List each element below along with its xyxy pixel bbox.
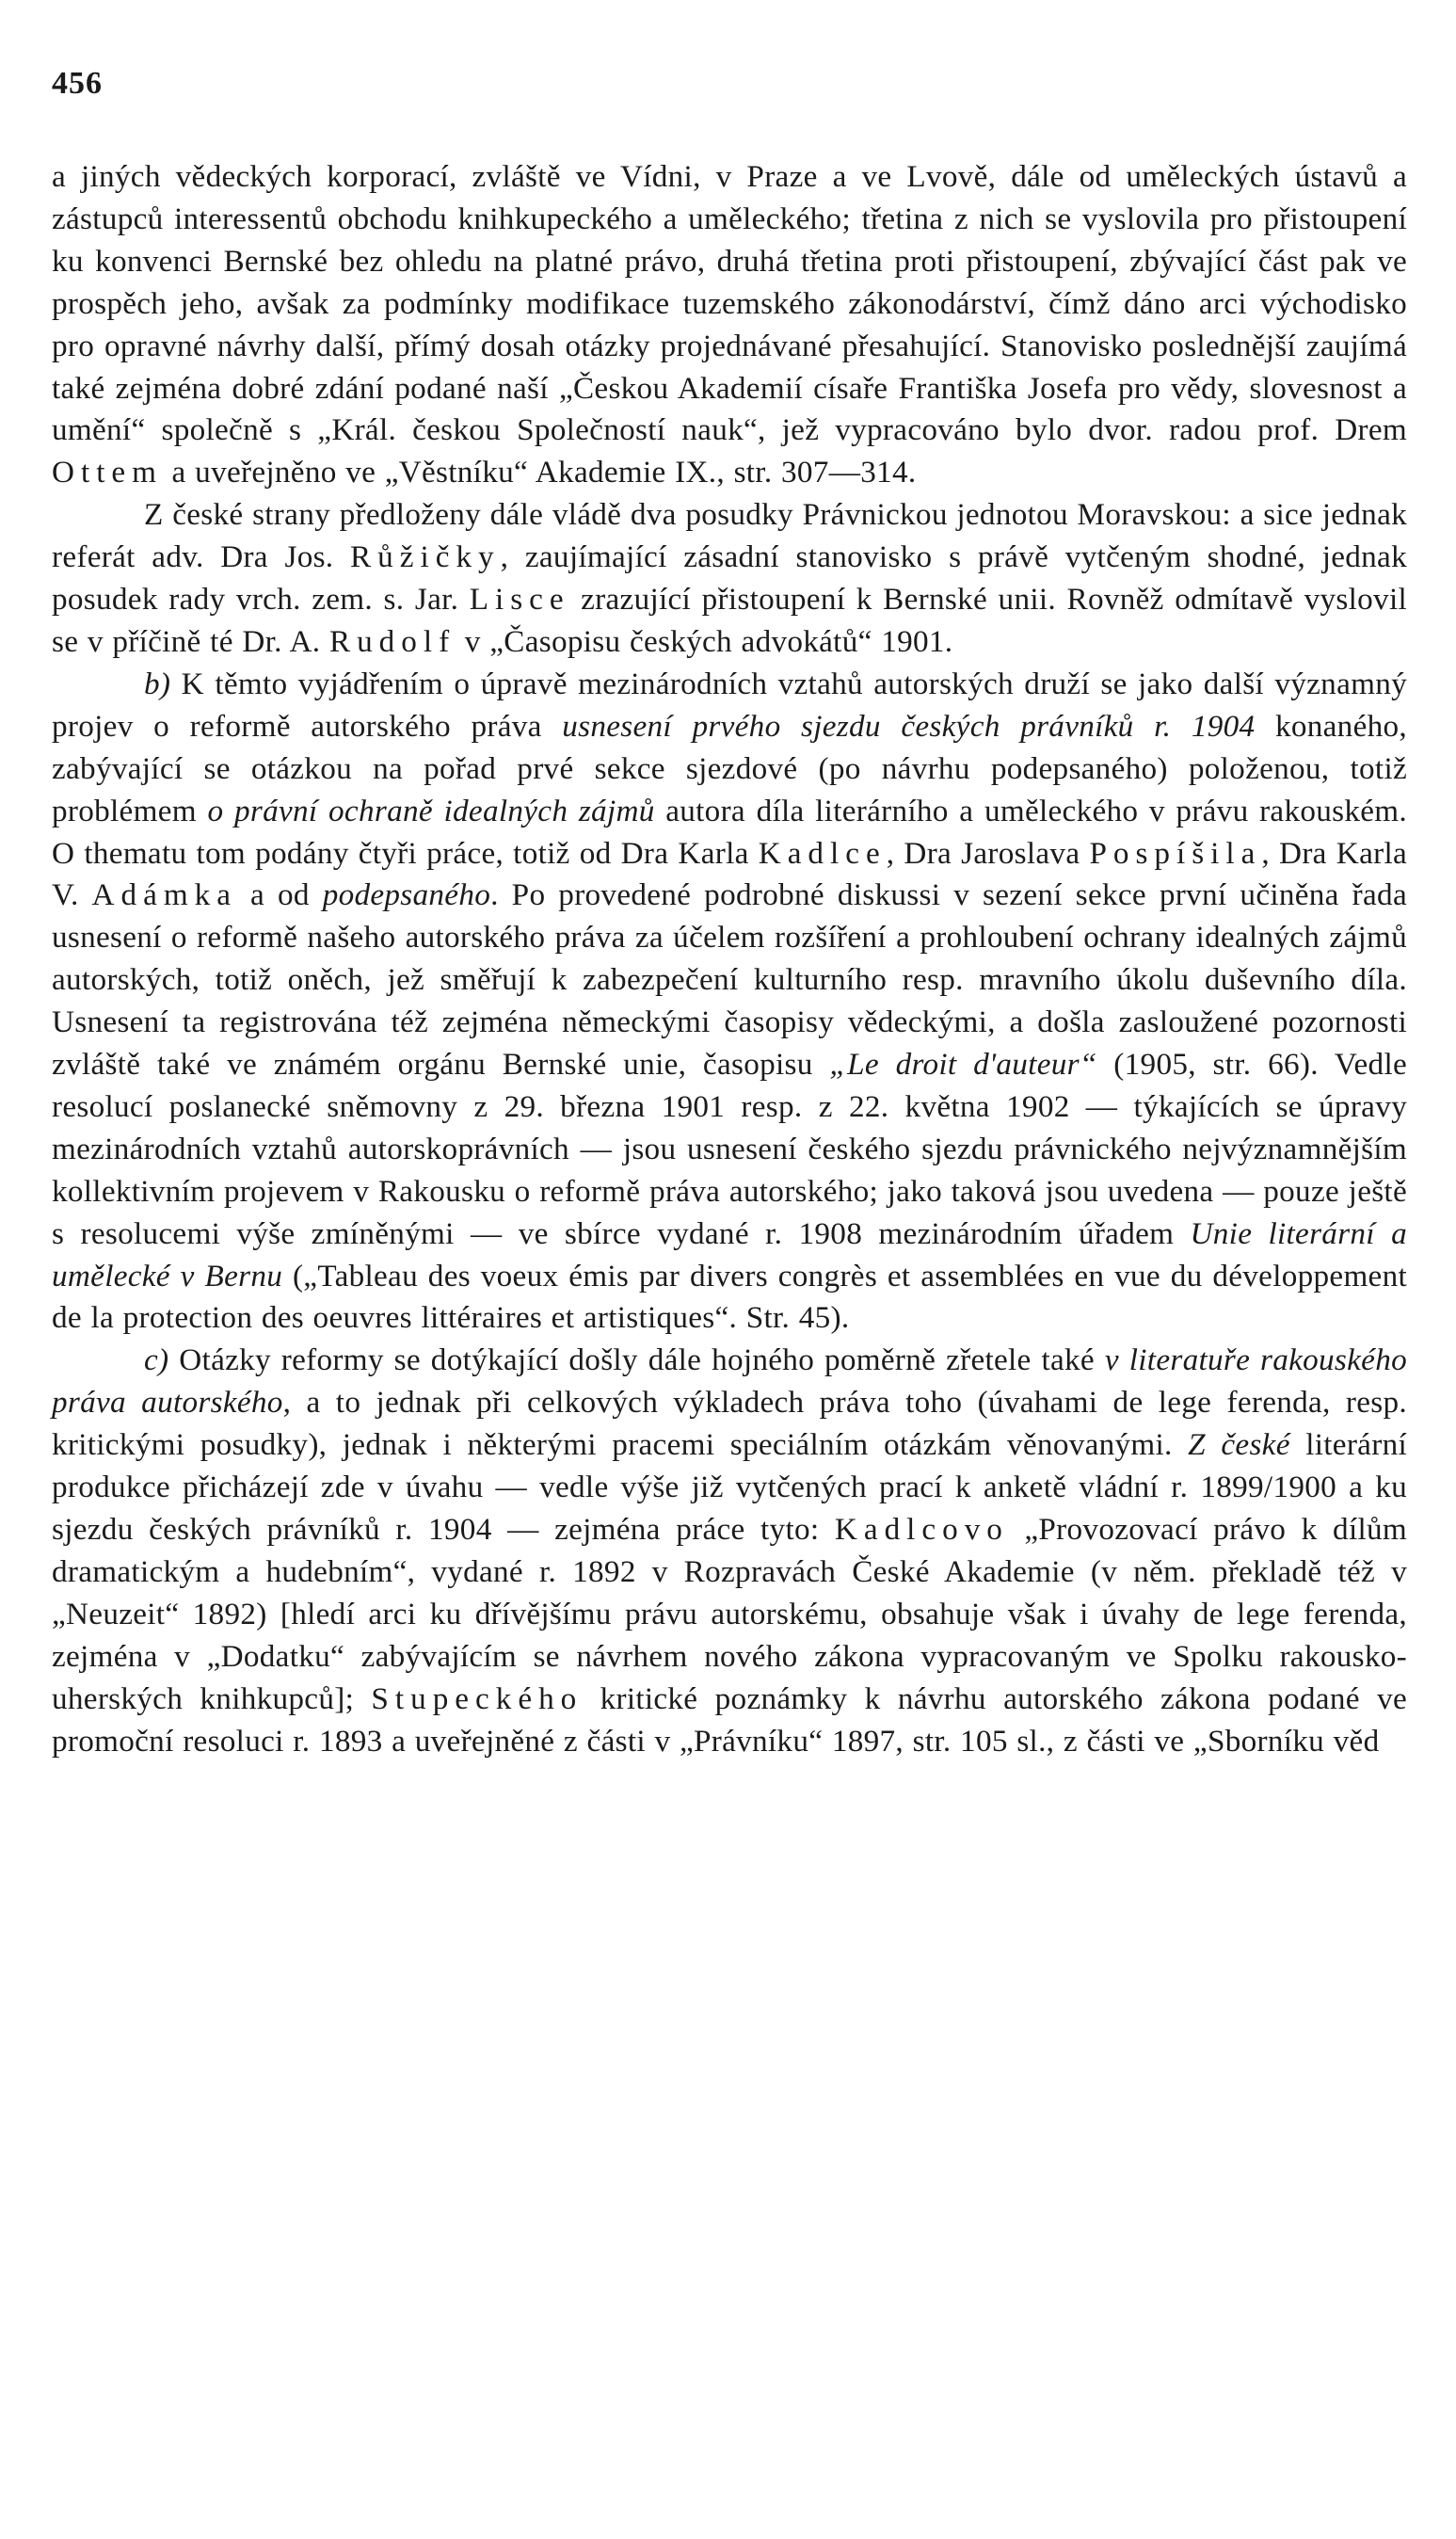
text-run: Otázky reformy se dotýkající došly dále hojného poměrně zřetele také bbox=[168, 1342, 1105, 1378]
text-run: , zaujímající zásadní stanovisko s právě vytčeným shodné, jednak posudek rady vrch. zem. s. Jar. bbox=[52, 539, 1407, 618]
author-name: Adámka bbox=[91, 877, 237, 913]
paragraph bbox=[52, 1340, 1407, 1762]
document-page bbox=[52, 66, 1407, 1762]
text-run: („Tableau des voeux émis par divers congrès et assemblées en vue du développement de la protection des oeuvres littéraires et artistiques“. Str. 45). bbox=[52, 1258, 1407, 1336]
author-name: Rudolf bbox=[328, 623, 456, 659]
paragraph bbox=[52, 494, 1407, 664]
text-run: a jiných vědeckých korporací, zvláště ve Vídni, v Praze a ve Lvově, dále od uměleckých ústavů a zástupců interessentů obchodu knihkupeckého a uměleckého; třetina z nich se vyslovila pro přistoupení ku konvenci Bernské bez ohledu na platné právo, druhá třetina proti přistoupení, zbývající část pak ve prospěch jeho, avšak za podmínky modifikace tuzemského zákonodárství, čímž dáno arci východisko pro opravné návrhy další, přímý dosah otázky projednávané přesahující. Stanovisko poslednější zaujímá také zejména dobré zdání podané naší „Českou Akademií císaře Františka Josefa pro vědy, slovesnost a umění“ společně s „Král. českou Společností nauk“, jež vypracováno bylo dvor. radou prof. Drem bbox=[52, 159, 1407, 448]
page-number: 456 bbox=[52, 66, 103, 101]
author-name: Pospíšila bbox=[1089, 835, 1262, 871]
text-run: Z české strany předloženy dále vládě dva posudky Právnickou jednotou Moravskou: a sice jednak referát adv. Dra Jos. bbox=[52, 497, 1407, 575]
author-name: Kadlcovo bbox=[834, 1512, 1009, 1547]
text-run: kritické poznámky k návrhu autorského zákona podané ve promoční resoluci r. 1893 a uveřejněné z části v „Právníku“ 1897, str. 105 sl., z části ve „Sborníku věd bbox=[52, 1680, 1407, 1759]
text-run: , a to jednak při celkových výkladech práva toho (úvahami de lege ferenda, resp. kritickými posudky), jednak i některými pracemi speciálním otázkám věnovanými. bbox=[52, 1385, 1407, 1463]
paragraph bbox=[52, 664, 1407, 1341]
text-run: „Provozovací právo k dílům dramatickým a hudebním“, vydané r. 1892 v Rozpravách České Akademie (v něm. překladě též v „Neuzeit“ 1892) [hledí arci ku dřívějšímu právu autorskému, obsahuje však i úvahy de lege ferenda, zejména v „Dodatku“ zabývajícím se návrhem nového zákona vypracovaným ve Spolku rakousko-uherských knihkupců]; bbox=[52, 1512, 1407, 1716]
paragraph bbox=[52, 156, 1407, 494]
author-name: Lisce bbox=[469, 582, 570, 618]
emphasis-text: podepsaného bbox=[322, 877, 491, 913]
text-run: a uveřejněno ve „Věstníku“ Akademie IX., str. 307—314. bbox=[162, 455, 917, 490]
emphasis-text: usnesení prvého sjezdu českých právníků r. 1904 bbox=[562, 708, 1256, 744]
author-name: Stupeckého bbox=[371, 1680, 584, 1716]
text-run: zrazující přistoupení k Bernské unii. Rovněž odmítavě vyslovil se v příčině té Dr. A. bbox=[52, 582, 1407, 659]
text-run: , Dra Jaroslava bbox=[886, 835, 1090, 871]
emphasis-text: Unie literární a umělecké v Bernu bbox=[52, 1215, 1407, 1294]
text-run: K těmto vyjádřením o úpravě mezinárodních vztahů autorských druží se jako další významný projev o reformě autorského práva bbox=[52, 666, 1407, 744]
text-run: a od bbox=[236, 877, 323, 913]
author-name: Růžičky bbox=[350, 539, 501, 575]
text-run: . Po provedené podrobné diskussi v sezení sekce první učiněna řada usnesení o reformě našeho autorského práva za účelem rozšíření a prohloubení ochrany idealných zájmů autorských, totiž oněch, jež směřují k zabezpečení kulturního resp. mravního úkolu duševního díla. Usnesení ta registrována též zejména německými časopisy vědeckými, a došla zasloužené pozornosti zvláště také ve známém orgánu Bernské unie, časopisu bbox=[52, 877, 1407, 1083]
text-run: v „Časopisu českých advokátů“ 1901. bbox=[456, 623, 953, 659]
body-text bbox=[52, 156, 1407, 1762]
text-run: (1905, str. 66). Vedle resolucí poslanecké sněmovny z 29. března 1901 resp. z 22. května 1902 — týkajících se úpravy mezinárodních vztahů autorskoprávních — jsou usnesení českého sjezdu právnického nejvýznamnějším kollektivním projevem v Rakousku o reformě práva autorského; jako taková jsou uvedena — pouze ještě s resolucemi výše zmíněnými — ve sbírce vydané r. 1908 mezinárodním úřadem bbox=[52, 1047, 1407, 1251]
author-name: Kadlce bbox=[758, 835, 887, 871]
emphasis-text: v literatuře rakouského práva autorského bbox=[52, 1342, 1407, 1421]
emphasis-text: c) bbox=[144, 1342, 169, 1378]
emphasis-text: „Le droit d'auteur“ bbox=[829, 1047, 1097, 1083]
text-run: , Dra Karla V. bbox=[52, 835, 1408, 913]
text-run: literární produkce přicházejí zde v úvahu — vedle výše již vytčených prací k anketě vládní r. 1899/1900 a ku sjezdu českých právníků r. 1904 — zejména práce tyto: bbox=[52, 1427, 1407, 1547]
text-run: konaného, zabývající se otázkou na pořad prvé sekce sjezdové (po návrhu podepsaného) položenou, totiž problémem bbox=[52, 708, 1407, 828]
text-run: autora díla literárního a uměleckého v právu rakouském. O thematu tom podány čtyři práce, totiž od Dra Karla bbox=[52, 793, 1407, 871]
emphasis-text: Z české bbox=[1188, 1427, 1290, 1463]
emphasis-text: o právní ochraně idealných zájmů bbox=[207, 793, 655, 828]
emphasis-text: b) bbox=[144, 666, 171, 701]
author-name: Ottem bbox=[52, 455, 163, 490]
